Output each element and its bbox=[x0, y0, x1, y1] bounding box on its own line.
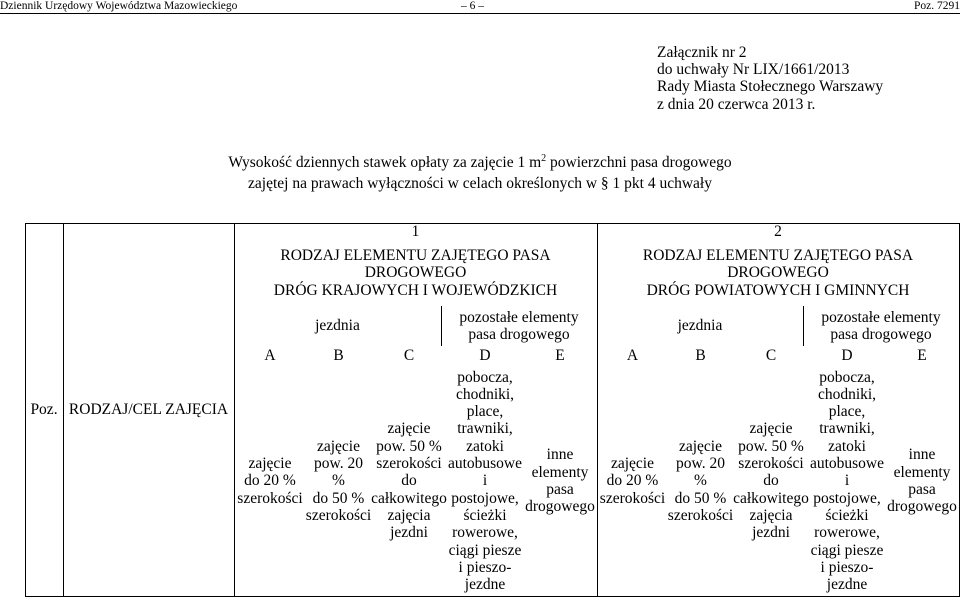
cell-line: do 20 % bbox=[606, 472, 659, 490]
cell-line: całkowitego bbox=[371, 489, 447, 507]
superscript: 2 bbox=[541, 152, 547, 164]
annex-block bbox=[657, 44, 883, 113]
cell-line: pasa bbox=[908, 481, 936, 498]
cell-line: i pieszo- bbox=[458, 558, 512, 576]
cell-line: % bbox=[332, 472, 345, 490]
cell-line: pow. 20 bbox=[676, 455, 725, 473]
cell-line: trawniki, bbox=[819, 420, 875, 438]
cell-line: trawniki, bbox=[457, 420, 513, 438]
cell-line: zajęcie bbox=[316, 437, 360, 455]
cell-line: do 50 % bbox=[674, 489, 727, 507]
column-letter: A bbox=[626, 347, 639, 365]
annex-line: z dnia 20 czerwca 2013 r. bbox=[657, 95, 816, 113]
heading-line: DROGOWEGO bbox=[364, 264, 467, 282]
cell-line: pobocza, bbox=[819, 368, 875, 386]
cell-line: zajęcia bbox=[749, 506, 793, 524]
cell-e bbox=[523, 366, 597, 596]
page-number: – 6 – bbox=[461, 0, 484, 12]
cell-line: place, bbox=[466, 403, 504, 421]
title-line-1: Wysokość dziennych stawek opłaty za zajęcie 1 m bbox=[228, 154, 542, 171]
cell-line: postojowe, bbox=[451, 489, 519, 507]
cell-line: pow. 20 bbox=[314, 455, 363, 473]
cell-line: zajęcie bbox=[248, 455, 292, 473]
column-letter: D bbox=[479, 347, 491, 365]
poz-header: Poz. bbox=[30, 401, 58, 419]
column-letter: B bbox=[695, 347, 706, 365]
column-letter: A bbox=[264, 347, 276, 365]
header-rule bbox=[0, 13, 960, 14]
cell-d bbox=[809, 366, 885, 596]
cell-line: do bbox=[401, 472, 417, 490]
cell-line: szerokości bbox=[237, 489, 303, 507]
annex-line: do uchwały Nr LIX/1661/2013 bbox=[657, 61, 850, 79]
heading-line: RODZAJ ELEMENTU ZAJĘTEGO PASA bbox=[642, 247, 914, 265]
cell-line: zatoki bbox=[466, 437, 504, 455]
cell-line: zajęcie bbox=[678, 437, 722, 455]
cell-b bbox=[668, 366, 733, 596]
cell-line: i pieszo- bbox=[820, 558, 874, 576]
pozostale-header bbox=[441, 306, 597, 346]
cell-line: jezdni bbox=[390, 524, 428, 542]
cell-line: autobusowe bbox=[447, 455, 523, 473]
jezdnia-header: jezdnia bbox=[677, 317, 723, 335]
journal-name: Dziennik Urzędowy Województwa Mazowieckiego bbox=[0, 0, 238, 12]
rates-table bbox=[25, 223, 960, 597]
cell-line: jezdne bbox=[826, 576, 868, 594]
heading-line: pozostałe elementy bbox=[821, 308, 941, 326]
cell-line: rowerowe, bbox=[814, 524, 880, 542]
title-line-2: zajętej na prawach wyłączności w celach określonych w § 1 pkt 4 uchwały bbox=[248, 175, 712, 192]
cell-line: jezdne bbox=[464, 576, 506, 594]
cell-line: do 50 % bbox=[312, 489, 365, 507]
heading-line: pasa drogowego bbox=[468, 326, 570, 343]
cell-line: do 20 % bbox=[244, 472, 296, 490]
column-letter: E bbox=[917, 347, 927, 365]
cell-line: do bbox=[763, 472, 779, 490]
cell-line: chodniki, bbox=[817, 385, 877, 403]
cell-line: szerokości bbox=[667, 506, 734, 524]
cell-line: drogowego bbox=[525, 498, 595, 516]
cell-line: zajęcia bbox=[387, 506, 431, 524]
cell-line: place, bbox=[828, 403, 866, 421]
cell-line: pow. 50 % bbox=[738, 437, 804, 455]
cell-line: elementy bbox=[531, 463, 589, 481]
cell-a bbox=[597, 366, 668, 596]
cell-line: szerokości bbox=[376, 455, 442, 473]
column-letter: C bbox=[765, 347, 777, 365]
annex-line: Załącznik nr 2 bbox=[657, 44, 747, 61]
cell-line: szerokości bbox=[305, 506, 372, 524]
column-letter: B bbox=[333, 347, 344, 365]
cell-b bbox=[306, 366, 371, 596]
cell-c bbox=[371, 366, 447, 596]
group-heading bbox=[234, 243, 597, 303]
column-letter: C bbox=[403, 347, 415, 365]
title-line-1-end: powierzchni pasa drogowego bbox=[546, 154, 732, 171]
cell-line: i bbox=[482, 472, 488, 490]
cell-line: ścieżki bbox=[463, 506, 507, 524]
heading-line: DRÓG KRAJOWYCH I WOJEWÓDZKICH bbox=[273, 281, 558, 299]
cell-line: zajęcie bbox=[610, 455, 654, 473]
jezdnia-header: jezdnia bbox=[315, 317, 360, 335]
cell-line: chodniki, bbox=[455, 385, 515, 403]
heading-line: DROGOWEGO bbox=[727, 264, 829, 282]
cell-line: % bbox=[694, 472, 707, 490]
group-number: 2 bbox=[774, 223, 782, 241]
cell-line: inne bbox=[546, 446, 574, 464]
group-heading bbox=[597, 243, 959, 303]
pozostale-header bbox=[803, 306, 959, 346]
cell-line: pasa bbox=[546, 481, 574, 498]
heading-line: pozostałe elementy bbox=[459, 308, 579, 326]
cell-line: szerokości bbox=[738, 455, 804, 473]
cell-line: szerokości bbox=[599, 489, 666, 507]
heading-line: RODZAJ ELEMENTU ZAJĘTEGO PASA bbox=[280, 247, 551, 265]
cell-line: autobusowe bbox=[809, 455, 885, 473]
cell-e bbox=[885, 366, 959, 596]
cell-a bbox=[234, 366, 306, 596]
column-letter: E bbox=[555, 347, 565, 365]
annex-line: Rady Miasta Stołecznego Warszawy bbox=[657, 78, 884, 96]
cell-line: drogowego bbox=[887, 498, 957, 516]
cell-line: rowerowe, bbox=[452, 524, 518, 542]
cell-line: zatoki bbox=[828, 437, 866, 455]
cell-line: pobocza, bbox=[457, 368, 513, 386]
cell-line: ciągi piesze bbox=[810, 541, 884, 559]
cell-line: jezdni bbox=[752, 524, 790, 542]
position-number: Poz. 7291 bbox=[914, 0, 960, 12]
rodzaj-header: RODZAJ/CEL ZAJĘCIA bbox=[68, 401, 229, 419]
heading-line: DRÓG POWIATOWYCH I GMINNYCH bbox=[646, 281, 910, 299]
cell-line: ścieżki bbox=[825, 506, 869, 524]
document-title bbox=[0, 152, 960, 194]
group-number: 1 bbox=[411, 223, 420, 241]
cell-line: zajęcie bbox=[749, 420, 793, 438]
cell-line: elementy bbox=[893, 463, 951, 481]
cell-line: pow. 50 % bbox=[376, 437, 442, 455]
cell-line: postojowe, bbox=[813, 489, 881, 507]
cell-c bbox=[733, 366, 809, 596]
heading-line: pasa drogowego bbox=[830, 326, 932, 343]
page-header bbox=[0, 0, 960, 13]
cell-d bbox=[447, 366, 523, 596]
column-letter: D bbox=[841, 347, 853, 365]
cell-line: i bbox=[844, 472, 850, 490]
cell-line: ciągi piesze bbox=[448, 541, 522, 559]
cell-line: inne bbox=[908, 446, 936, 464]
cell-line: całkowitego bbox=[733, 489, 809, 507]
cell-line: zajęcie bbox=[387, 420, 431, 438]
